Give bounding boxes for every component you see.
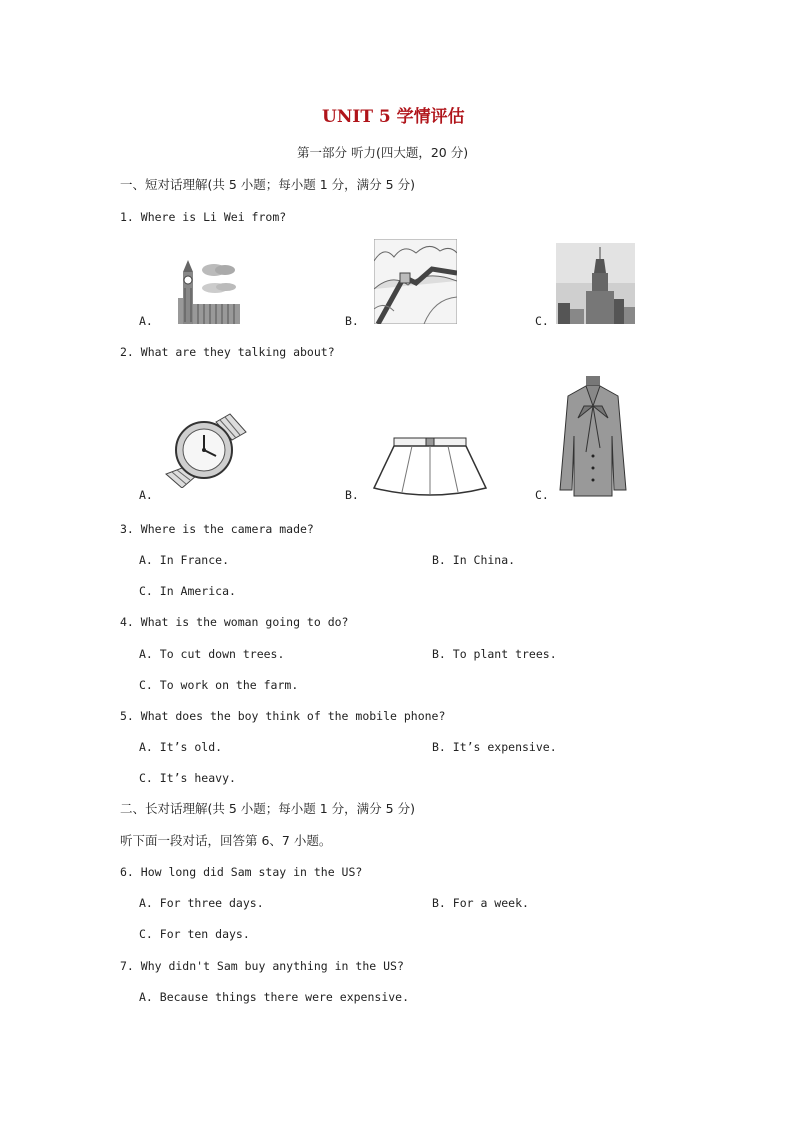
part1-heading: 第一部分 听力(四大题，20 分) xyxy=(297,145,469,160)
q6-option-c: C. For ten days. xyxy=(139,927,250,941)
q4-option-a: A. To cut down trees. xyxy=(139,647,285,661)
q2-option-b: B. xyxy=(345,488,359,502)
q4-stem: 4. What is the woman going to do? xyxy=(120,615,349,629)
section2-instruction: 听下面一段对话，回答第 6、7 小题。 xyxy=(120,833,332,848)
q2-stem: 2. What are they talking about? xyxy=(120,345,335,359)
q7-option-a: A. Because things there were expensive. xyxy=(139,990,410,1004)
skirt-icon xyxy=(372,436,488,498)
q2-option-c: C. xyxy=(535,488,549,502)
empire-state-icon xyxy=(556,243,635,324)
q6-option-a: A. For three days. xyxy=(139,896,264,910)
q5-stem: 5. What does the boy think of the mobile phone? xyxy=(120,709,446,723)
q1-option-b: B. xyxy=(345,314,359,328)
blouse-icon xyxy=(556,376,630,498)
q1-stem: 1. Where is Li Wei from? xyxy=(120,210,287,224)
great-wall-icon xyxy=(374,239,457,324)
page-title: UNIT 5 学情评估 xyxy=(322,107,465,127)
q4-option-b: B. To plant trees. xyxy=(432,647,557,661)
q3-stem: 3. Where is the camera made? xyxy=(120,522,314,536)
q5-option-a: A. It’s old. xyxy=(139,740,223,754)
q3-option-b: B. In China. xyxy=(432,553,516,567)
q3-option-a: A. In France. xyxy=(139,553,230,567)
q1-option-c: C. xyxy=(535,314,549,328)
watch-icon xyxy=(160,412,248,488)
section1-heading: 一、短对话理解(共 5 小题；每小题 1 分，满分 5 分) xyxy=(120,177,415,192)
q2-option-a: A. xyxy=(139,488,153,502)
big-ben-icon xyxy=(170,258,242,326)
section2-heading: 二、长对话理解(共 5 小题；每小题 1 分，满分 5 分) xyxy=(120,801,415,816)
q6-option-b: B. For a week. xyxy=(432,896,529,910)
q1-option-a: A. xyxy=(139,314,153,328)
q5-option-b: B. It’s expensive. xyxy=(432,740,557,754)
q4-option-c: C. To work on the farm. xyxy=(139,678,299,692)
q7-stem: 7. Why didn't Sam buy anything in the US? xyxy=(120,959,404,973)
q6-stem: 6. How long did Sam stay in the US? xyxy=(120,865,363,879)
q5-option-c: C. It’s heavy. xyxy=(139,771,236,785)
q3-option-c: C. In America. xyxy=(139,584,236,598)
